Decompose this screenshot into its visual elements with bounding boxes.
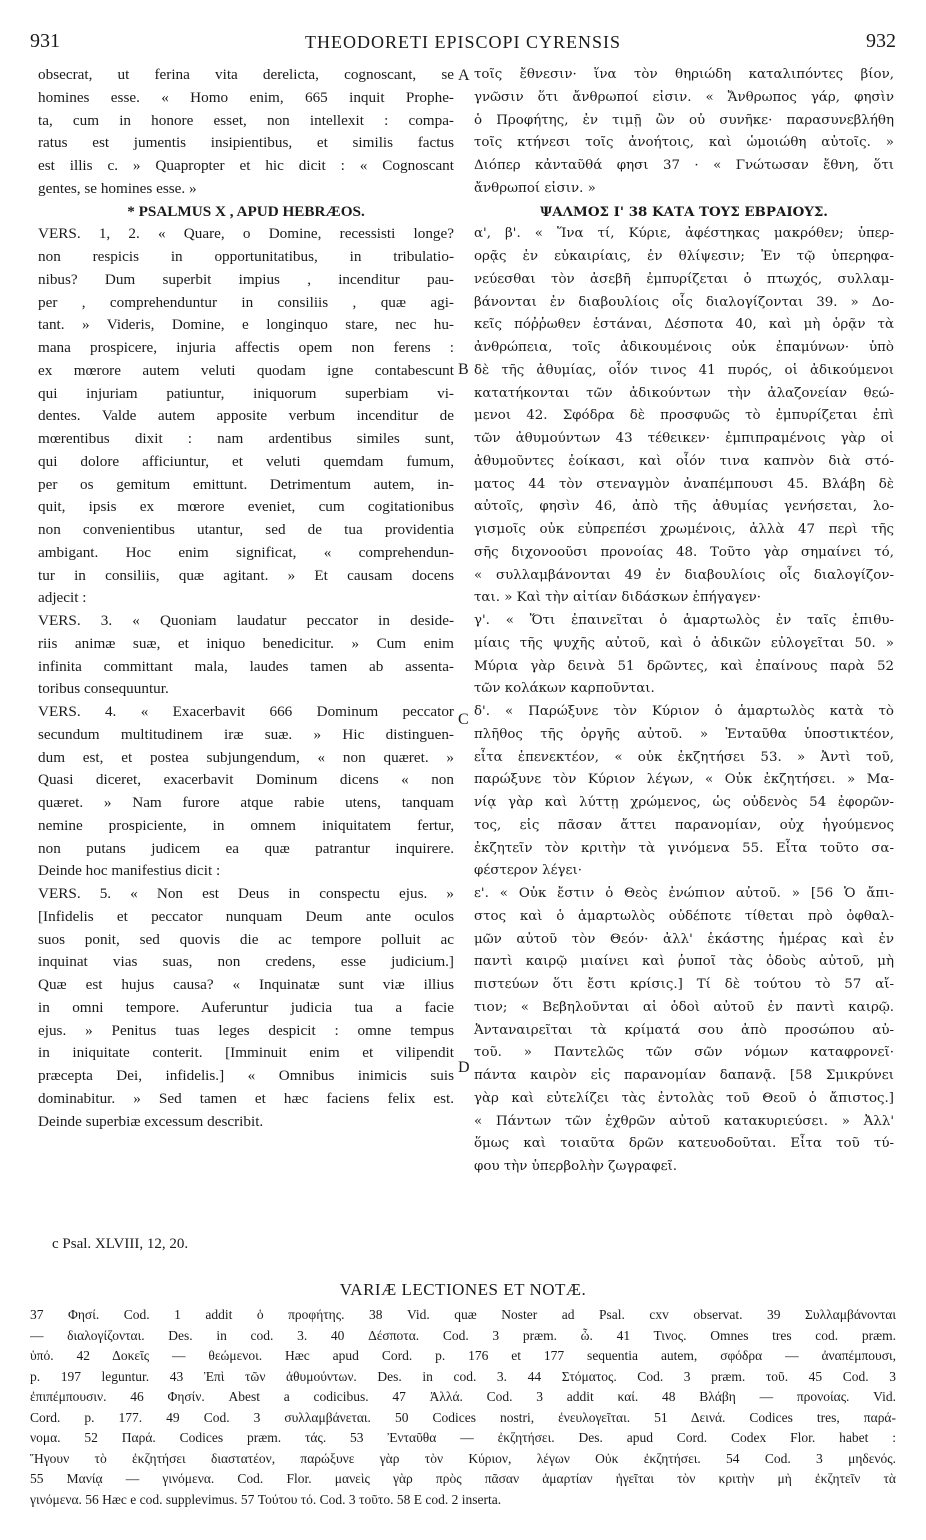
text-line: non putans judicem ea quæ patrantur inquirere. xyxy=(38,839,454,857)
text-line: τοῦ. » Παντελῶς τῶν σῶν νόμων καταφρονεῖ· xyxy=(474,1045,894,1061)
text-line: obsecrat, ut ferina vita derelicta, cognoscant, se xyxy=(38,66,454,83)
margin-letter-a: A xyxy=(458,67,470,84)
text-line: στος καὶ ὁ ἁμαρτωλὸς οὐδέποτε τίθεται πρὸ ὀφθαλ- xyxy=(474,908,894,924)
text-line: « Πάντων τῶν ἐχθρῶν αὐτοῦ κατακυριεύσει. » Ἀλλ' xyxy=(474,1113,894,1129)
text-line: αὐτοῖς, φησὶν 46, ἀπὸ τῆς ἀθυμίας γενήσεται, λο- xyxy=(474,499,894,515)
text-line: πάντα καιρὸν εἰς παρανομίαν δαπανᾷ. [58 Σμικρύνει xyxy=(474,1068,894,1083)
text-line: νεύεσθαι τὸν ἀσεβῆ ἐμπυρίζεται ὁ πτωχός, συλλαμ- xyxy=(474,271,894,287)
text-line: per os gemitum emittunt. Detrimentum autem, in- xyxy=(38,475,454,493)
text-line: tant. » Videris, Domine, e longinquo stare, nec hu- xyxy=(38,316,454,334)
text-line: ε'. « Οὐκ ἔστιν ὁ Θεὸς ἐνώπιον αὐτοῦ. » [56 Ὁ ἄπι- xyxy=(474,886,894,901)
text-line: — διαλογίζονται. Des. in cod. 3. 40 Δέσποτα. Cod. 3 præm. ὦ. 41 Τινος. Omnes tres cod. præm. xyxy=(30,1327,896,1343)
running-title: THEODORETI EPISCOPI CYRENSIS xyxy=(304,32,622,52)
text-line: Ἀνταναιρεῖται τὰ κρίματά σου ἀπὸ προσώπου αὐ- xyxy=(474,1022,894,1038)
text-line: suos ponit, sed quovis die ac tempore polluit ac xyxy=(38,930,454,948)
text-line: 37 Φησί. Cod. 1 addit ὁ προφήτης. 38 Vid. quæ Noster ad Psal. cxv observat. 39 Συλλαμβάνονται xyxy=(30,1307,896,1322)
text-line: τοῖς ἔθνεσιν· ἵνα τὸν θηριώδη καταλιπόντες βίον, xyxy=(474,67,894,82)
text-line: gentes, se homines esse. » xyxy=(38,179,197,197)
text-line: mana prospicere, injuria affectis opem non ferens : xyxy=(38,339,454,356)
text-line: per , comprehenduntur in consiliis , quæ agi- xyxy=(38,293,454,311)
text-line: δ'. « Παρώξυνε τὸν Κύριον ὁ ἁμαρτωλὸς κατὰ τὸ xyxy=(474,704,894,719)
text-line: σῆς διχονοοῦσι προνοίας 48. Τοῦτο γὰρ σημαίνει τό, xyxy=(474,544,894,560)
text-line: Deinde hoc manifestius dicit : xyxy=(38,862,221,880)
running-header xyxy=(30,30,896,56)
text-line: adjecit : xyxy=(38,589,87,607)
text-line: τῶν ἀθυμούντων 43 τέθεικεν· ἐμπιπραμένοις γὰρ οἱ xyxy=(474,431,894,446)
notes-title: VARIÆ LECTIONES ET NOTÆ. xyxy=(339,1280,587,1299)
text-line: τῶν κολάκων καρποῦνται. xyxy=(474,681,655,697)
text-line: κεῖς πόῤῥωθεν ἑστάναι, Δέσποτα 40, καὶ μὴ ὁρᾷν τὰ xyxy=(474,317,894,333)
text-line: Quasi diceret, exacerbavit Dominum dicens « non xyxy=(38,771,454,789)
text-line: γνῶσιν ὅτι ἄνθρωποί εἰσιν. « Ἄνθρωπος γάρ, φησὶν xyxy=(474,89,894,105)
text-line: 55 Μανίᾳ — γινόμενα. Cod. Flor. μανεὶς γὰρ πρὸς πᾶσαν ἁμαρτίαν ἡγεῖται τὸν κριτὴν μὴ ἐκζητεῖν τὰ xyxy=(30,1471,896,1486)
text-line: ἀνθρώπεια, τοῖς ἀδικουμένοις οὐκ ἐπαμύνων· ὑπὸ xyxy=(474,340,894,355)
text-line: dominabitur. » Sed tamen et hæc faciens felix est. xyxy=(38,1089,454,1107)
text-line: φου τὴν ὑπερβολὴν ζωγραφεῖ. xyxy=(474,1159,678,1174)
text-line: τιον; « Βεβηλοῦνται αἱ ὁδοὶ αὐτοῦ ἐν παντὶ καιρῷ. xyxy=(474,999,894,1015)
page-number-left: 931 xyxy=(30,30,60,52)
text-line: « συλλαμβάνονται 49 ἐν διαβουλίοις οἷς διαλογίζον- xyxy=(474,567,894,583)
text-line: quæret. » Nam furore atque rabie utens, tanquam xyxy=(38,794,454,811)
footnote: c Psal. XLVIII, 12, 20. xyxy=(52,1236,189,1252)
text-line: Cord. p. 177. 49 Cod. 3 συλλαμβάνεται. 50 Codices nostri, ἐνευλογεῖται. 51 Δεινά. Codices tres, παρά- xyxy=(30,1409,896,1425)
margin-letter-d: D xyxy=(458,1059,470,1076)
text-line: Διόπερ κἀνταῦθά φησι 37 · « Γνώτωσαν ἔθνη, ὅτι xyxy=(474,158,894,173)
text-line: κατατήκονται τῶν ἀδικούντων τὴν ἀλαζονείαν θεώ- xyxy=(474,385,894,401)
text-line: παρώξυνε τὸν Κύριον λέγων, « Οὐκ ἐκζητήσει. » Μα- xyxy=(474,772,894,788)
text-line: τος, εἰς πᾶσαν ἄττει παρανομίαν, οὐχ ἡγούμενος xyxy=(474,817,894,833)
text-line: Quæ est hujus causa? « Inquinatæ sunt viæ illius xyxy=(38,976,454,993)
margin-letter-c: C xyxy=(458,711,469,728)
text-line: quit, ipsis ex mœrore eveniet, cum cogitationibus xyxy=(38,498,454,516)
text-line: Deinde superbiæ excessum describit. xyxy=(38,1112,264,1130)
text-line: nibus? Dum superbit impius , incenditur pau- xyxy=(38,270,454,288)
text-line: γισμοῖς οὐκ εὐπρεπέσι χρωμένοις, ἀλλὰ 47 περὶ τῆς xyxy=(474,522,894,537)
text-line: ται. » Καὶ τὴν αἰτίαν διδάσκων ἐπήγαγεν· xyxy=(474,590,762,606)
text-line: dentes. Valde autem apposite verbum incenditur de xyxy=(38,407,454,425)
text-line: nemine prospiciente, in omnem iniquitatem fertur, xyxy=(38,816,454,834)
text-line: μίαις τῆς ψυχῆς αὐτοῦ, καὶ ὁ ἀδικῶν εὐλογεῖται 50. » xyxy=(474,635,894,651)
text-line: VERS. 5. « Non est Deus in conspectu ejus. » xyxy=(38,885,454,902)
text-line: ἐκζητεῖν τὸν κριτὴν τὰ γινόμενα 55. Εἶτα τοῦτο σα- xyxy=(474,840,894,856)
text-line: qui injuriam patiuntur, iniquorum superbiam vi- xyxy=(38,384,454,402)
text-line: πλῆθος τῆς ὀργῆς αὐτοῦ. » Ἐνταῦθα ὑποστικτέον, xyxy=(474,726,894,742)
text-line: præcepta Dei, infidelis.] « Omnibus inimicis suis xyxy=(38,1067,454,1084)
text-line: νομα. 52 Παρά. Codices præm. τάς. 53 Ἐνταῦθα — ἐκζητήσει. Des. apud Cord. Codex Flor. habet : xyxy=(30,1430,896,1445)
variant-readings-notes xyxy=(30,1305,896,1510)
text-line: inquinat vias suas, non credens, esse judicium.] xyxy=(38,953,454,971)
text-line: Μύρια γὰρ δεινὰ 51 δρῶντες, καὶ ἐπαίνους παρὰ 52 xyxy=(474,658,894,674)
text-line: φέστερον λέγει· xyxy=(474,863,583,879)
text-line: ὁ Προφήτης, ἐν τιμῇ ὢν οὐ συνῆκε· παρασυνεβλήθη xyxy=(474,112,894,128)
text-line: riis animæ suæ, et iniquo benedicitur. » Cum enim xyxy=(38,634,454,652)
text-line: μενοι 42. Σφόδρα δὲ προσφυῶς τὸ ἐμπυρίζεται ἐπὶ xyxy=(474,408,894,424)
text-line: ejus. » Penitus tuas leges despicit : omne tempus xyxy=(38,1021,454,1039)
text-line: dum est, et postea subjungendum, « non quæret. » xyxy=(38,748,454,766)
text-line: secundum multitudinem iræ suæ. » Hic distinguen- xyxy=(38,725,454,743)
text-line: ambigant. Hoc enim significat, « comprehendun- xyxy=(38,543,454,561)
text-line: πιστεύων ὅτι ἔστι κρίσις.] Τί δὲ τούτου τὸ 57 αἴ- xyxy=(474,977,894,992)
text-line: ἐπιπέμπουσιν. 46 Φησίν. Abest a codicibus. 47 Ἀλλά. Cod. 3 addit καί. 48 Βλάβη — προνοίας. Vid. xyxy=(30,1389,896,1404)
text-line: [Infidelis et peccator nunquam Deum ante oculos xyxy=(38,907,454,925)
text-line: ratus est jumentis insipientibus, et similis factus xyxy=(38,134,454,152)
text-line: in omni tempore. Auferuntur judicia tua a facie xyxy=(38,998,454,1016)
margin-letter-b: B xyxy=(458,361,469,378)
text-line: toribus consequuntur. xyxy=(38,680,169,698)
latin-column xyxy=(38,64,454,1133)
text-line: in iniquitate conterit. [Imminuit enim et vilipendit xyxy=(38,1044,454,1062)
text-line: ΨΑΛΜΟΣ Ι' 38 ΚΑΤΑ ΤΟΥΣ ΕΒΡΑΙΟΥΣ. xyxy=(540,203,828,220)
text-line: p. 197 leguntur. 43 Ἐπὶ τῶν ἀθυμούντων. Des. in cod. 3. 44 Στόματος. Cod. 3 præm. τοῦ. 45 Cod. 3 xyxy=(30,1368,896,1384)
text-line: infinita committant mala, laudes tamen ab assenta- xyxy=(38,657,454,675)
text-line: VERS. 1, 2. « Quare, o Domine, recessisti longe? xyxy=(38,225,454,243)
text-line: ἀθυμοῦντες ἐοίκασι, καὶ οἷόν τινα καπνὸν διὰ στό- xyxy=(474,453,894,469)
text-line: ὑπό. 42 Δοκεῖς — θεώμενοι. Hæc apud Cord. p. 176 et 177 sequentia autem, σφόδρα — ἀναπέμπουσι, xyxy=(30,1348,896,1363)
text-line: γὰρ καὶ εὐτελίζει τὰς ἐντολὰς τοῦ Θεοῦ ὁ ἄπιστος.] xyxy=(474,1090,894,1106)
text-line: homines esse. « Homo enim, 665 inquit Prophe- xyxy=(38,88,454,106)
text-line: τοῖς κτήνεσι τοῖς ἀνοήτοις, καὶ ὡμοιώθη αὐτοῖς. » xyxy=(474,135,894,151)
text-line: νίᾳ γὰρ καὶ λύττῃ χρώμενος, ὡς οὐδενὸς 54 ἐφορῶν- xyxy=(474,795,894,810)
text-line: non respicis in opportunitatibus, in tribulatio- xyxy=(38,248,454,265)
text-line: non convenientibus utantur, sed de tua providentia xyxy=(38,521,454,538)
text-line: VERS. 4. « Exacerbavit 666 Dominum peccator xyxy=(38,703,454,720)
text-line: VERS. 3. « Quoniam laudatur peccator in deside- xyxy=(38,612,454,629)
greek-column xyxy=(474,64,894,1179)
text-line: ta, cum in honore esset, non intellexit : compa- xyxy=(38,111,454,129)
text-line: εἶτα ἐπενεκτέον, « οὐκ ἐκζητήσει 53. » Ἀντὶ τοῦ, xyxy=(474,749,894,765)
text-line: α', β'. « Ἵνα τί, Κύριε, ἀφέστηκας μακρόθεν; ὑπερ- xyxy=(474,226,894,242)
text-line: est illis c. » Quapropter et hic dicit : « Cognoscant xyxy=(38,157,454,174)
text-line: μῶν αὐτοῦ τὸν Θεόν· ἀλλ' ἑκάστης ἡμέρας καὶ ἐν xyxy=(474,931,894,947)
text-line: ματος 44 τὸν στεναγμὸν ἀναπέμπουσι 45. Βλάβη δὲ xyxy=(474,476,894,492)
text-line: γ'. « Ὅτι ἐπαινεῖται ὁ ἁμαρτωλὸς ἐν ταῖς ἐπιθυ- xyxy=(474,613,894,628)
text-line: tur in consiliis, quæ agitant. » Et causam docens xyxy=(38,566,454,584)
text-line: Ἥγουν τὸ ἐκζητήσει διαστατέον, παρώξυνε γὰρ τὸν Κύριον, λέγων Οὐκ ἐκζητήσει. 54 Cod. 3 μηδενός. xyxy=(30,1450,896,1466)
page-number-right: 932 xyxy=(866,30,896,52)
text-line: ex mœrore autem veluti quodam igne contabescunt xyxy=(38,361,454,379)
text-line: qui dolore afficiuntur, et veluti quemdam fumum, xyxy=(38,452,454,470)
text-line: mœrentibus dixit : nam ardentibus similes sunt, xyxy=(38,430,454,447)
text-line: δὲ τῆς ἀθυμίας, οἷόν τινος 41 πυρός, οἱ ἀδικούμενοι xyxy=(474,362,894,378)
text-line: ὅμως καὶ τοιαῦτα δρῶν κατευοδοῦται. Εἶτα τοῦ τύ- xyxy=(474,1136,894,1152)
text-line: παντὶ καιρῷ μιαίνει καὶ ῥυποῖ τὰς ὁδοὺς αὐτοῦ, μὴ xyxy=(474,954,894,970)
text-line: ἄνθρωποί εἰσιν. » xyxy=(474,180,596,196)
text-line: ορᾷς ἐν εὐκαιρίαις, ἐν θλίψεσιν; Ἐν τῷ ὑπερηφα- xyxy=(474,249,894,264)
text-line: βάνονται ἐν διαβουλίοις οἷς διαλογίζονται 39. » Δο- xyxy=(474,294,894,310)
text-line: * PSALMUS X , APUD HEBRÆOS. xyxy=(127,202,365,220)
text-line: γινόμενα. 56 Hæc e cod. supplevimus. 57 Τούτου τό. Cod. 3 τοῦτο. 58 E cod. 2 inserta. xyxy=(30,1491,502,1507)
